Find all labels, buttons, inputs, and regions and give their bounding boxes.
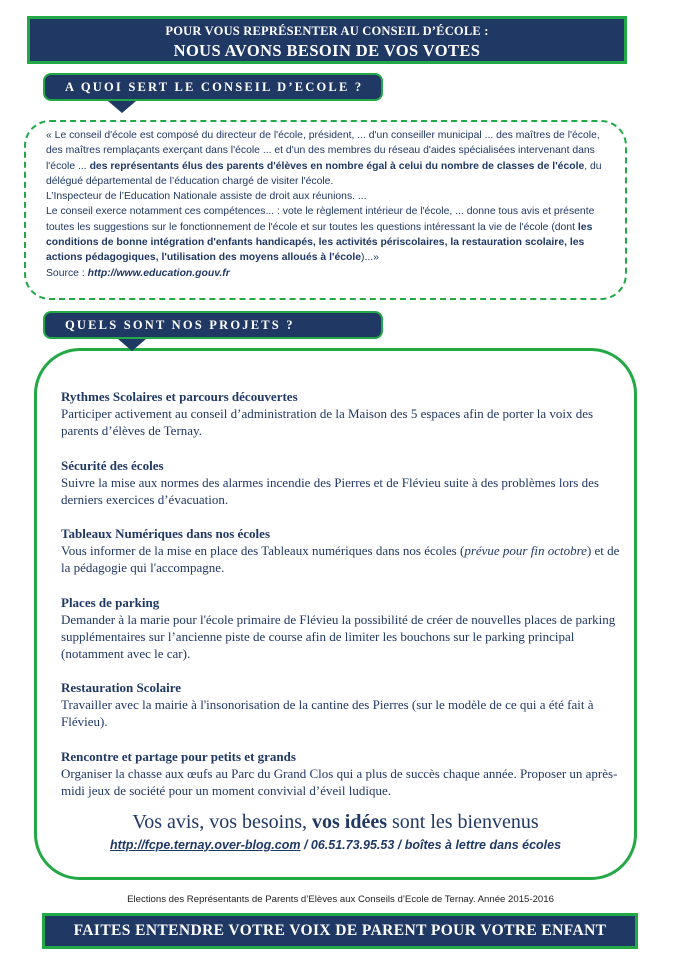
- quote-p3-a: Le conseil exerce notamment ces compétences... : vote le règlement intérieur de l'école, ... donne tous avis et présente toutes les suggestions sur le fonctionnement de l'école et sur toutes les questions intéressant la vie de l'école (dont: [46, 206, 595, 233]
- project-text-italic: prévue pour fin octobre: [464, 543, 587, 558]
- project-text: [61, 542, 621, 576]
- contact-line: [34, 838, 637, 852]
- quote-p1-b: des représentants élus des parents d'élèves en nombre égal à celui du nombre de classes de l'école: [89, 160, 585, 172]
- quote-p1-c: , du délégué départemental de l’éducation chargé de visiter l'école.: [46, 160, 602, 187]
- project-item: [61, 457, 621, 508]
- quote-p3-c: )...»: [361, 252, 379, 264]
- project-title: Restauration Scolaire: [61, 680, 181, 695]
- header-banner: [27, 16, 627, 64]
- footer-banner: FAITES ENTENDRE VOTRE VOIX DE PARENT POUR VOTRE ENFANT: [42, 913, 638, 949]
- project-item: [61, 679, 621, 730]
- project-text: Suivre la mise aux normes des alarmes incendie des Pierres et de Flévieu suite à des problèmes lors des derniers exercices d’évacuation.: [61, 474, 599, 507]
- project-item: [61, 748, 621, 799]
- project-text-a: Vous informer de la mise en place des Tableaux numériques dans nos écoles (: [61, 543, 465, 558]
- source-label: Source :: [46, 267, 88, 279]
- header-line1: POUR VOUS REPRÉSENTER AU CONSEIL D’ÉCOLE :: [165, 24, 489, 38]
- election-line: Elections des Représentants de Parents d’Elèves aux Conseils d’Ecole de Ternay. Année 2015-2016: [127, 894, 554, 905]
- project-title: Sécurité des écoles: [61, 457, 164, 473]
- project-text-b: ) et de la pédagogie qui l'accompagne.: [61, 543, 620, 575]
- blog-link[interactable]: http://fcpe.ternay.over-blog.com: [109, 838, 301, 852]
- section1-tab-arrow: [108, 101, 136, 113]
- projects-list: [61, 388, 621, 816]
- slogan-b: vos idées: [312, 811, 387, 833]
- project-title: Tableaux Numériques dans nos écoles: [61, 526, 270, 541]
- contact-rest: / 06.51.73.95.53 / boîtes à lettre dans écoles: [300, 838, 562, 852]
- project-text: Travailler avec la mairie à l'insonorisation de la cantine des Pierres (sur le modèle de ce qui a été fait à Flévieu).: [61, 697, 594, 729]
- slogan-a: Vos avis, vos besoins,: [132, 811, 312, 833]
- section1-tab: A QUOI SERT LE CONSEIL D’ECOLE ?: [43, 73, 383, 101]
- slogan-c: sont les bienvenus: [387, 811, 539, 833]
- section2-tab: QUELS SONT NOS PROJETS ?: [43, 311, 383, 339]
- project-text: Demander à la marie pour l'école primaire de Flévieu la possibilité de créer de nouvelles places de parking supplémentaires sur l’ancienne piste de course afin de limiter les bouchons sur le parking principal (notamment avec le car).: [61, 611, 616, 661]
- quote-p2: L’Inspecteur de l’Education Nationale assiste de droit aux réunions. ...: [46, 191, 367, 203]
- quote-p3-b: les conditions de bonne intégration d'enfants handicapés, les activités périscolaires, la restauration scolaire, les actions pédagogiques, l'utilisation des moyens alloués à l'école: [46, 221, 593, 264]
- project-item: [61, 594, 621, 662]
- source-link[interactable]: http://www.education.gouv.fr: [87, 267, 230, 279]
- council-quote: [46, 128, 612, 281]
- slogan: [34, 811, 637, 834]
- project-item: [61, 525, 621, 576]
- quote-p1-a: « Le conseil d'école est composé du directeur de l'école, président, ... d'un conseiller municipal ... des maîtres de l'école, des maîtres remplaçants exerçant dans l'école ... et d'un des membres du réseau d'aides spécialisées intervenant dans l'école ...: [46, 130, 600, 172]
- project-title: Rythmes Scolaires et parcours découvertes: [61, 389, 298, 404]
- section2-tab-arrow: [118, 339, 146, 351]
- project-text: Organiser la chasse aux œufs au Parc du Grand Clos qui a plus de succès chaque année. Proposer un après-midi jeux de société pour un moment convivial d’éveil ludique.: [61, 765, 618, 798]
- project-item: [61, 388, 621, 439]
- project-title: Places de parking: [61, 594, 160, 610]
- header-line2: NOUS AVONS BESOIN DE VOS VOTES: [173, 41, 481, 60]
- project-text: Participer activement au conseil d’administration de la Maison des 5 espaces afin de porter la voix des parents d’élèves de Ternay.: [61, 406, 594, 438]
- project-title: Rencontre et partage pour petits et grands: [61, 748, 296, 764]
